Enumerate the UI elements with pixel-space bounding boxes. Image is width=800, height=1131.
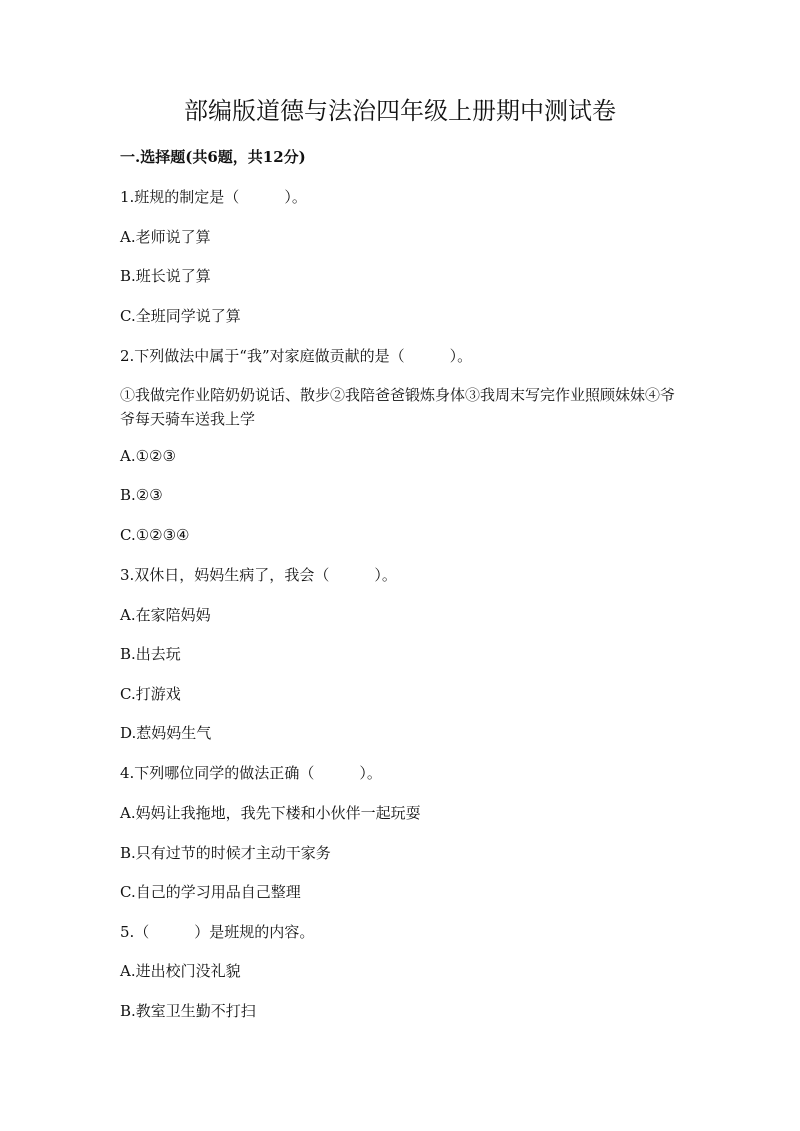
question-5-option-b: B.教室卫生勤不打扫 bbox=[120, 1002, 256, 1020]
question-4-option-c: C.自己的学习用品自己整理 bbox=[120, 883, 301, 901]
question-3-option-d: D.惹妈妈生气 bbox=[120, 724, 212, 742]
question-3-option-a: A.在家陪妈妈 bbox=[120, 606, 211, 624]
question-4-option-a: A.妈妈让我拖地，我先下楼和小伙伴一起玩耍 bbox=[120, 804, 421, 822]
question-1-option-c: C.全班同学说了算 bbox=[120, 307, 241, 325]
question-4-stem: 4.下列哪位同学的做法正确（ ）。 bbox=[120, 764, 382, 782]
question-3-option-b: B.出去玩 bbox=[120, 645, 181, 663]
question-1-stem: 1.班规的制定是（ ）。 bbox=[120, 188, 307, 206]
question-4-option-b: B.只有过节的时候才主动干家务 bbox=[120, 844, 331, 862]
question-2-option-b: B.②③ bbox=[120, 486, 163, 504]
question-3-option-c: C.打游戏 bbox=[120, 685, 181, 703]
question-3-stem: 3.双休日，妈妈生病了，我会（ ）。 bbox=[120, 566, 397, 584]
question-1-option-b: B.班长说了算 bbox=[120, 267, 211, 285]
question-5-stem: 5.（ ）是班规的内容。 bbox=[120, 923, 315, 941]
question-5-option-a: A.进出校门没礼貌 bbox=[120, 962, 241, 980]
section-heading: 一.选择题(共6题，共12分) bbox=[120, 148, 306, 166]
question-2-option-c: C.①②③④ bbox=[120, 526, 190, 544]
question-2-stem: 2.下列做法中属于“我”对家庭做贡献的是（ ）。 bbox=[120, 347, 473, 365]
question-2-note: ①我做完作业陪奶奶说话、散步②我陪爸爸锻炼身体③我周末写完作业照顾妹妹④爷爷每天骑车送我上学 bbox=[120, 386, 676, 428]
question-2-option-a: A.①②③ bbox=[120, 447, 176, 465]
question-1-option-a: A.老师说了算 bbox=[120, 228, 211, 246]
page-title: 部编版道德与法治四年级上册期中测试卷 bbox=[184, 97, 616, 125]
